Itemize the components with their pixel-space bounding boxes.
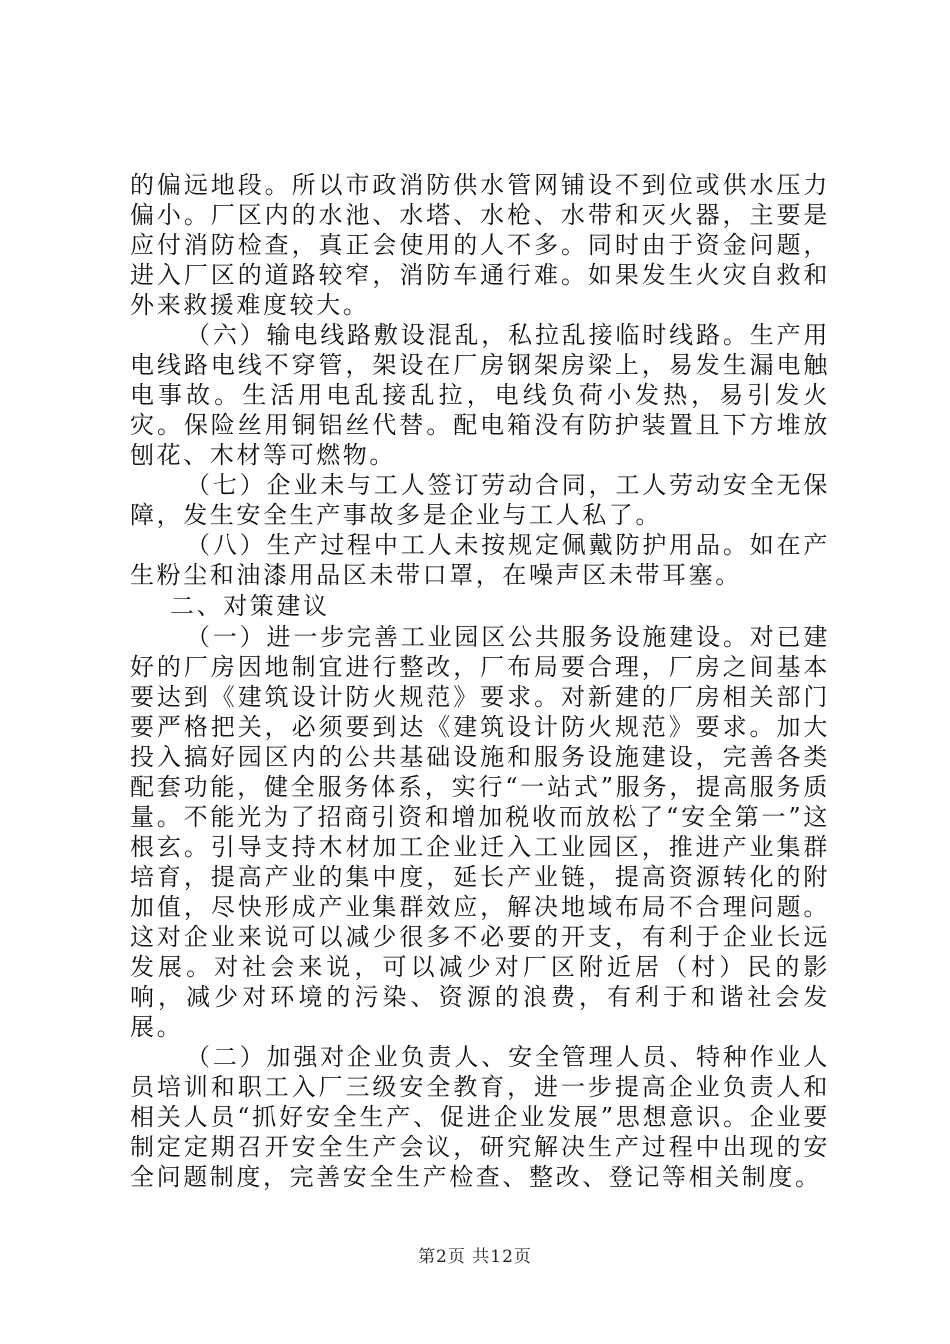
- document-body: [130, 170, 830, 1192]
- section-heading: 二、对策建议: [170, 592, 330, 620]
- paragraph-suggestion-1: （一）进一步完善工业园区公共服务设施建设。对已建好的厂房因地制宜进行整改，厂布局要合理，厂房之间基本要达到《建筑设计防火规范》要求。对新建的厂房相关部门要严格把关，必须要到达《建筑设计防火规范》要求。加大投入搞好园区内的公共基础设施和服务设施建设，完善各类配套功能，健全服务体系，实行“一站式”服务，提高服务质量。不能光为了招商引资和增加税收而放松了“安全第一”这根玄。引导支持木材加工企业迁入工业园区，推进产业集群培育，提高产业的集中度，延长产业链，提高资源转化的附加值，尽快形成产业集群效应，解决地域布局不合理问题。这对企业来说可以减少很多不必要的开支，有利于企业长远发展。对社会来说，可以减少对厂区附近居（村）民的影响，减少对环境的污染、资源的浪费，有利于和谐社会发展。: [130, 623, 830, 1041]
- paragraph-item-7: （七）企业未与工人签订劳动合同，工人劳动安全无保障，发生安全生产事故多是企业与工人私了。: [130, 471, 830, 529]
- page-footer: 第2页 共12页: [418, 1247, 532, 1267]
- paragraph-item-6: （六）输电线路敷设混乱，私拉乱接临时线路。生产用电线路电线不穿管，架设在厂房钢架房梁上，易发生漏电触电事故。生活用电乱接乱拉，电线负荷小发热，易引发火灾。保险丝用铜铝丝代替。配电箱没有防护装置且下方堆放刨花、木材等可燃物。: [130, 321, 830, 469]
- paragraph-continuation: 的偏远地段。所以市政消防供水管网铺设不到位或供水压力偏小。厂区内的水池、水塔、水枪、水带和灭火器，主要是应付消防检查，真正会使用的人不多。同时由于资金问题，进入厂区的道路较窄，消防车通行难。如果发生火灾自救和外来救援难度较大。: [130, 171, 830, 319]
- paragraph-suggestion-2: （二）加强对企业负责人、安全管理人员、特种作业人员培训和职工入厂三级安全教育，进一步提高企业负责人和相关人员“抓好安全生产、促进企业发展”思想意识。企业要制定定期召开安全生产会议，研究解决生产过程中出现的安全问题制度，完善安全生产检查、整改、登记等相关制度。: [130, 1043, 830, 1191]
- paragraph-item-8: （八）生产过程中工人未按规定佩戴防护用品。如在产生粉尘和油漆用品区未带口罩，在噪声区未带耳塞。: [130, 531, 830, 589]
